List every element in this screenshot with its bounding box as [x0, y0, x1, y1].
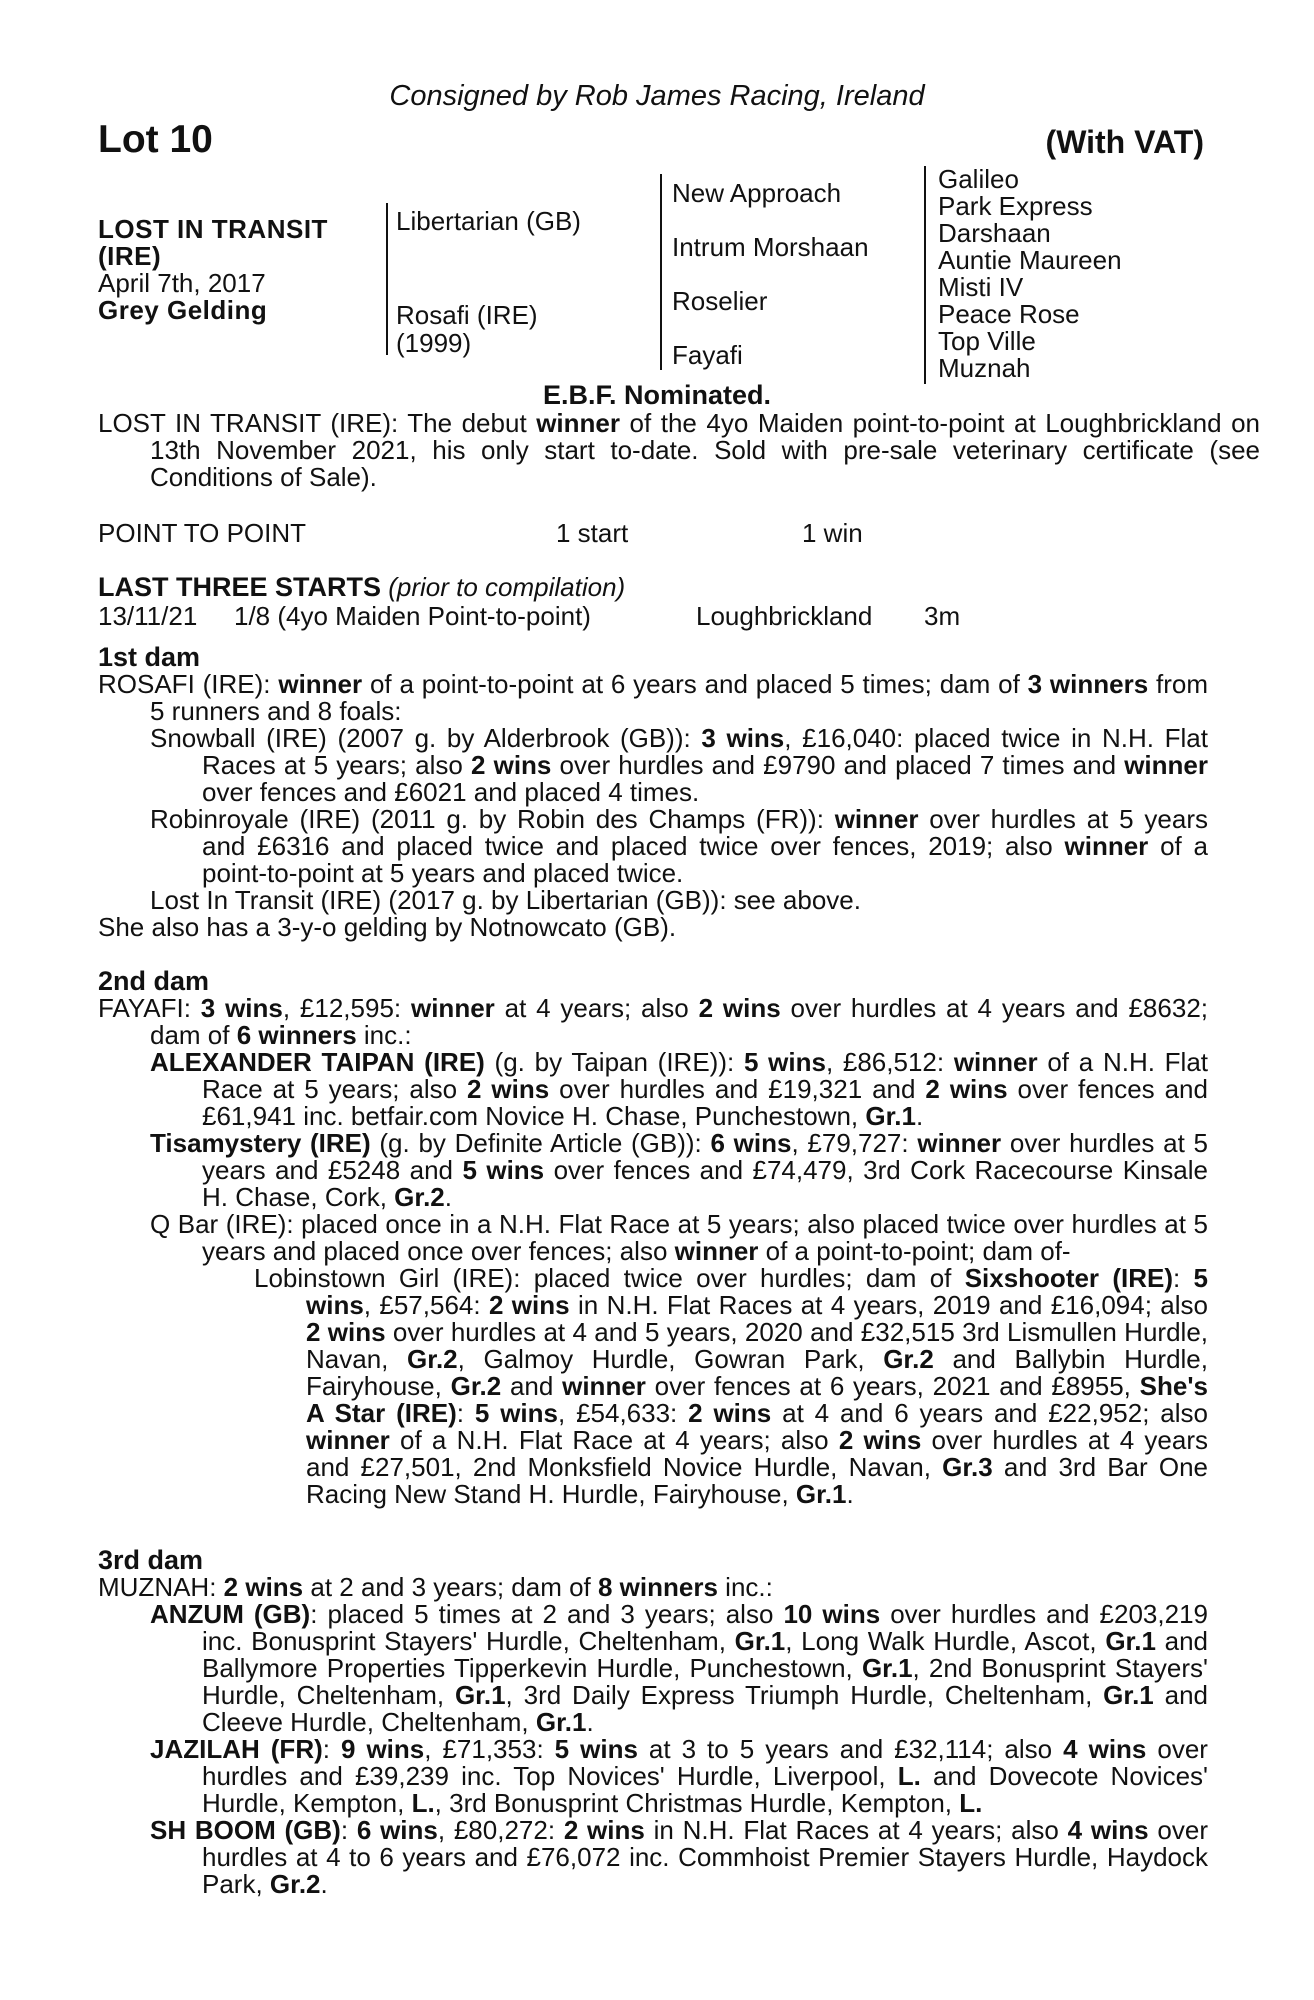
- horse-description: Grey Gelding: [98, 295, 268, 325]
- horse-block: [98, 216, 328, 324]
- produce-entry: ANZUM (GB): placed 5 times at 2 and 3 years; also 10 wins over hurdles and £203,219 inc. Bonusprint Stayers' Hurdle, Cheltenham, Gr.1, Long Walk Hurdle, Ascot, Gr.1 and Ballymore Properties Tipperkevin Hurdle, Punchestown, Gr.1, 2nd Bonusprint Stayers' Hurdle, Cheltenham, Gr.1, 3rd Daily Express Triumph Hurdle, Cheltenham, Gr.1 and Cleeve Hurdle, Cheltenham, Gr.1.: [150, 1599, 1208, 1737]
- ancestor: Muznah: [938, 353, 1031, 383]
- start-distance: 3m: [924, 601, 961, 631]
- lot-number: Lot 10: [98, 118, 213, 161]
- also-note: She also has a 3-y-o gelding by Notnowcato (GB).: [98, 912, 677, 942]
- ebf-nominated: E.B.F. Nominated.: [542, 380, 772, 410]
- produce-entry: SH BOOM (GB): 6 wins, £80,272: 2 wins in N.H. Flat Races at 4 years; also 4 wins over hurdles at 4 to 6 years and £76,072 inc. Commhoist Premier Stayers Hurdle, Haydock Park, Gr.2.: [150, 1815, 1208, 1899]
- third-dam-section: [98, 1547, 1208, 1898]
- granddaughter-entry: Lobinstown Girl (IRE): placed twice over hurdles; dam of Sixshooter (IRE): 5 wins, £57,564: 2 wins in N.H. Flat Races at 4 years, 2019 and £16,094; also 2 wins over hurdles at 4 and 5 years, 2020 and £32,515 3rd Lismullen Hurdle, Navan, Gr.2, Galmoy Hurdle, Gowran Park, Gr.2 and Ballybin Hurdle, Fairyhouse, Gr.2 and winner over fences at 6 years, 2021 and £8955, She's A Star (IRE): 5 wins, £54,633: 2 wins at 4 and 6 years and £22,952; also winner of a N.H. Flat Race at 4 years; also 2 wins over hurdles at 4 years and £27,501, 2nd Monksfield Novice Hurdle, Navan, Gr.3 and 3rd Bar One Racing New Stand H. Hurdle, Fairyhouse, Gr.1.: [254, 1263, 1209, 1509]
- record-starts: 1 start: [556, 518, 629, 548]
- consignor-line: Consigned by Rob James Racing, Ireland: [389, 80, 925, 112]
- foaling-date: April 7th, 2017: [98, 268, 266, 298]
- start-date: 13/11/21: [98, 601, 198, 631]
- section-heading: 2nd dam: [98, 966, 210, 996]
- last-starts-heading: LAST THREE STARTS (prior to compilation): [98, 572, 626, 602]
- start-course: Loughbrickland: [696, 601, 873, 631]
- produce-entry: JAZILAH (FR): 9 wins, £71,353: 5 wins at 3 to 5 years and £32,114; also 4 wins over hurdles and £39,239 inc. Top Novices' Hurdle, Liverpool, L. and Dovecote Novices' Hurdle, Kempton, L., 3rd Bonusprint Christmas Hurdle, Kempton, L.: [150, 1734, 1208, 1818]
- section-heading: 3rd dam: [98, 1545, 204, 1575]
- ancestor-3rd-gen: [938, 166, 1122, 382]
- record-label: POINT TO POINT: [98, 518, 307, 548]
- pedigree-divider-1: [386, 203, 388, 355]
- pedigree-divider-3: [924, 166, 926, 384]
- record-wins: 1 win: [802, 518, 863, 548]
- dam-entry: FAYAFI: 3 wins, £12,595: winner at 4 years; also 2 wins over hurdles at 4 years and £8632; dam of 6 winners inc.:: [98, 993, 1208, 1050]
- sire-sire: New Approach: [672, 178, 842, 208]
- produce-entry: Lost In Transit (IRE) (2017 g. by Libertarian (GB)): see above.: [150, 885, 861, 915]
- produce-entry: Q Bar (IRE): placed once in a N.H. Flat Race at 5 years; also placed twice over hurdles at 5 years and placed once over fences; also winner of a point-to-point; dam of-: [150, 1209, 1208, 1266]
- produce-entry: Robinroyale (IRE) (2011 g. by Robin des Champs (FR)): winner over hurdles at 5 years and £6316 and placed twice and placed twice over fences, 2019; also winner of a point-to-point at 5 years and placed twice.: [150, 804, 1208, 888]
- produce-entry: Tisamystery (IRE) (g. by Definite Article (GB)): 6 wins, £79,727: winner over hurdles at 5 years and £5248 and 5 wins over fences and £74,479, 3rd Cork Racecourse Kinsale H. Chase, Cork, Gr.2.: [150, 1128, 1208, 1212]
- first-dam-section: [98, 644, 1208, 941]
- ancestor: Darshaan: [938, 218, 1051, 248]
- horse-country: (IRE): [98, 241, 162, 271]
- section-heading: 1st dam: [98, 642, 201, 672]
- dam-year: (1999): [396, 328, 472, 358]
- ancestor: Top Ville: [938, 326, 1036, 356]
- dam-dam: Fayafi: [672, 340, 743, 370]
- dam-sire: Roselier: [672, 286, 768, 316]
- ancestor: Galileo: [938, 164, 1019, 194]
- dam-entry: MUZNAH: 2 wins at 2 and 3 years; dam of 8 winners inc.:: [98, 1572, 773, 1602]
- sire: Libertarian (GB): [396, 206, 581, 236]
- sire-dam: Intrum Morshaan: [672, 232, 869, 262]
- vat-label: (With VAT): [1045, 124, 1204, 160]
- ancestor: Park Express: [938, 191, 1093, 221]
- horse-name: LOST IN TRANSIT: [98, 214, 328, 244]
- produce-entry: Snowball (IRE) (2007 g. by Alderbrook (GB)): 3 wins, £16,040: placed twice in N.H. Flat Races at 5 years; also 2 wins over hurdles and £9790 and placed 7 times and winner over fences and £6021 and placed 4 times.: [150, 723, 1208, 807]
- ancestor: Misti IV: [938, 272, 1024, 302]
- ancestor: Peace Rose: [938, 299, 1080, 329]
- ancestor: Auntie Maureen: [938, 245, 1122, 275]
- produce-entry: ALEXANDER TAIPAN (IRE) (g. by Taipan (IRE)): 5 wins, £86,512: winner of a N.H. Flat Race at 5 years; also 2 wins over hurdles and £19,321 and 2 wins over fences and £61,941 inc. betfair.com Novice H. Chase, Punchestown, Gr.1.: [150, 1047, 1209, 1131]
- dam: Rosafi (IRE): [396, 300, 538, 330]
- start-result: 1/8 (4yo Maiden Point-to-point): [234, 601, 591, 631]
- intro-paragraph: LOST IN TRANSIT (IRE): The debut winner of the 4yo Maiden point-to-point at Loughbrickland on 13th November 2021, his only start to-date. Sold with pre-sale veterinary certificate (see Conditions of Sale).: [98, 408, 1260, 492]
- second-dam-section: [98, 968, 1208, 1508]
- dam-entry: ROSAFI (IRE): winner of a point-to-point at 6 years and placed 5 times; dam of 3 winners from 5 runners and 8 foals:: [98, 669, 1209, 726]
- pedigree-divider-2: [660, 174, 662, 370]
